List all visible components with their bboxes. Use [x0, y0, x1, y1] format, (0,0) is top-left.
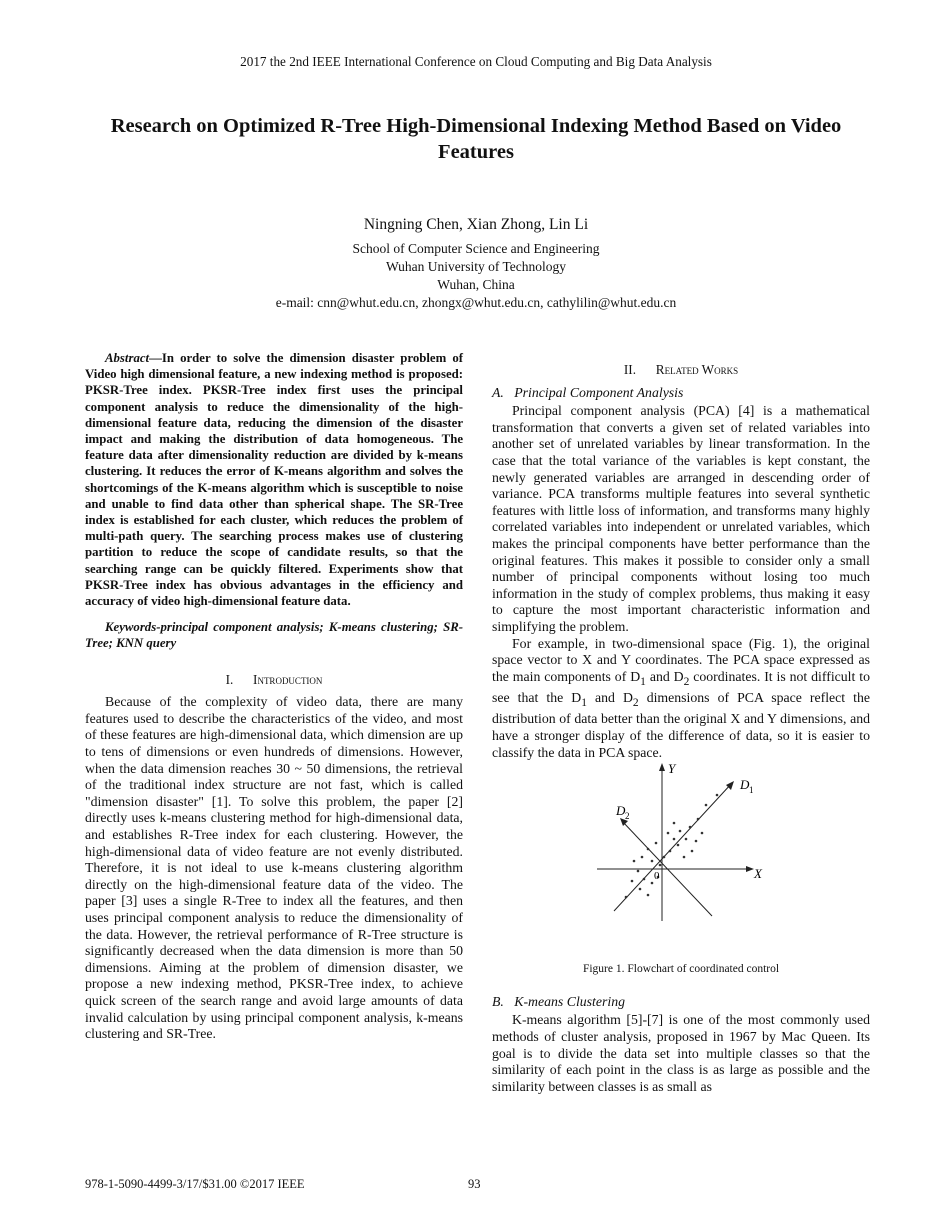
subsection-heading-pca: A. Principal Component Analysis — [492, 384, 684, 400]
title-line-1: Research on Optimized R-Tree High-Dimensional Indexing Method Based on Video — [110, 115, 842, 137]
title-line-2: Features — [438, 141, 514, 163]
affiliation-location: Wuhan, China — [437, 277, 515, 292]
abstract-lead: Abstract — [105, 351, 150, 365]
axis-label-x: X — [754, 866, 762, 882]
x-axis-arrow — [746, 866, 754, 872]
keywords: Keywords-principal component analysis; K-means clustering; SR-Tree; KNN query — [85, 620, 463, 651]
axis-label-d1: D — [740, 777, 750, 793]
kmeans-paragraph-1: K-means algorithm [5]-[7] is one of the most commonly used methods of cluster analysis, proposed in 1967 by Mac Queen. Its goal is to divide the data set into multiple classes so that the similarity of each point in the class is as large as possible and the similarity between classes is as small as — [492, 1012, 870, 1094]
abstract — [85, 350, 463, 609]
axis-label-d1-sub: 1 — [749, 785, 754, 796]
figure-1-pca-plot — [492, 761, 870, 961]
axis-label-d2-sub: 2 — [625, 811, 630, 822]
author-emails: e-mail: cnn@whut.edu.cn, zhongx@whut.edu.cn, cathylilin@whut.edu.cn — [275, 295, 677, 310]
introduction-paragraph: Because of the complexity of video data, there are many features used to describe the characteristics of the video, and most of these features are high-dimensional data, which dimension are up to tens of dimensions or even hundreds of dimensions. However, when the data dimension reaches 30 ~ 50 dimensions, the retrieval of the traditional index structure are not fast, which is called "dimension disaster" [1]. To solve this problem, the paper [2] directly uses k-means clustering method for high-dimensional data, and establishes R-Tree index for each clustering. However, the high-dimensional data of video feature are not evenly distributed. Therefore, it is not ideal to use k-means clustering algorithm directly on the high-dimensional feature data of the video. The paper [3] uses a single R-Tree to index all the features, and then uses principal component analysis to reduce the dimensionality of the data. However, the retrieval performance of R-Tree structure is significantly decreased when the data dimension is more than 50 dimensions. Aiming at the problem of dimension disaster, we propose a new indexing method, PKSR-Tree index, to achieve quick screen of the search range and avoid large amounts of data invalid calculation by using principal component analysis, k-means clustering and SR-Tree. — [85, 694, 463, 1042]
scatter-points — [625, 794, 719, 899]
footer-isbn: 978-1-5090-4499-3/17/$31.00 ©2017 IEEE — [85, 1177, 305, 1191]
affiliation-school: School of Computer Science and Engineering — [352, 241, 600, 256]
pca-paragraph-1: Principal component analysis (PCA) [4] is a mathematical transformation that converts a given set of related variables into another set of unrelated variables by linear transformation. In the case that the total variance of the variables is kept constant, the newly generated variables are arranged in descending order of variance. PCA transforms multiple features into several synthetic features with little loss of information, and transforms many highly correlated variables into independent or unrelated variables, which makes the principal components have better performance than the original features. This makes it possible to consider only a small number of principal components without losing too much information in the study of complex problems, thus making it easy to capture the most important characteristic information and simplifying the problem. — [492, 403, 870, 634]
conference-header: 2017 the 2nd IEEE International Conference on Cloud Computing and Big Data Analysis — [240, 54, 712, 69]
origin-label: 0 — [654, 870, 660, 883]
y-axis-arrow — [659, 763, 665, 771]
right-column — [492, 350, 870, 1095]
section-heading-related-works: II. Related Works — [623, 362, 739, 377]
pca-diagram — [492, 761, 870, 931]
section-heading-introduction: I. Introduction — [225, 671, 323, 687]
left-column — [85, 350, 463, 1043]
affiliation-university: Wuhan University of Technology — [385, 259, 567, 274]
d1-axis-line — [614, 783, 732, 911]
axis-label-y: Y — [668, 761, 676, 777]
page-number: 93 — [468, 1177, 481, 1191]
author-list: Ningning Chen, Xian Zhong, Lin Li — [363, 216, 589, 233]
abstract-text: —In order to solve the dimension disaster problem of Video high dimensional feature, a new indexing method is proposed: PKSR-Tree index. PKSR-Tree index first uses the principal component analysis to reduce the dimensionality of the high-dimensional feature data, reducing the dimension of the disaster impact and making the distribution of data homogeneous. The feature data after dimensionality reduction are divided by k-means clustering. It reduces the error of K-means algorithm and solves the shortcomings of the K-means algorithm which is susceptible to noise and unable to find data other than spherical shape. The SR-Tree index is established for each cluster, which reduces the problem of multi-path query. The searching process makes use of clustering partition to reduce the scope of candidate results, so that the searching range can be quickly filtered. Experiments show that PKSR-Tree index has obvious advantages in the efficiency and accuracy of video high-dimensional feature data. — [85, 351, 463, 609]
paper-title — [60, 113, 892, 165]
axis-label-d2: D — [616, 803, 626, 819]
figure-1-caption: Figure 1. Flowchart of coordinated control — [582, 963, 780, 976]
pca-paragraph-2: For example, in two-dimensional space (Fig. 1), the original space vector to X and Y coordinates. The PCA space expressed as the main components of $D_1$ and $D_2$ coordinates. It is not difficult to see that the $D_1$ and $D_2$ dimensions of PCA space reflect the distribution of data better than the original X and Y dimensions, and have a stronger display of the difference of data, so it is easier to classify the data in PCA space. — [492, 635, 870, 760]
subsection-heading-kmeans: B. K-means Clustering — [492, 993, 626, 1009]
